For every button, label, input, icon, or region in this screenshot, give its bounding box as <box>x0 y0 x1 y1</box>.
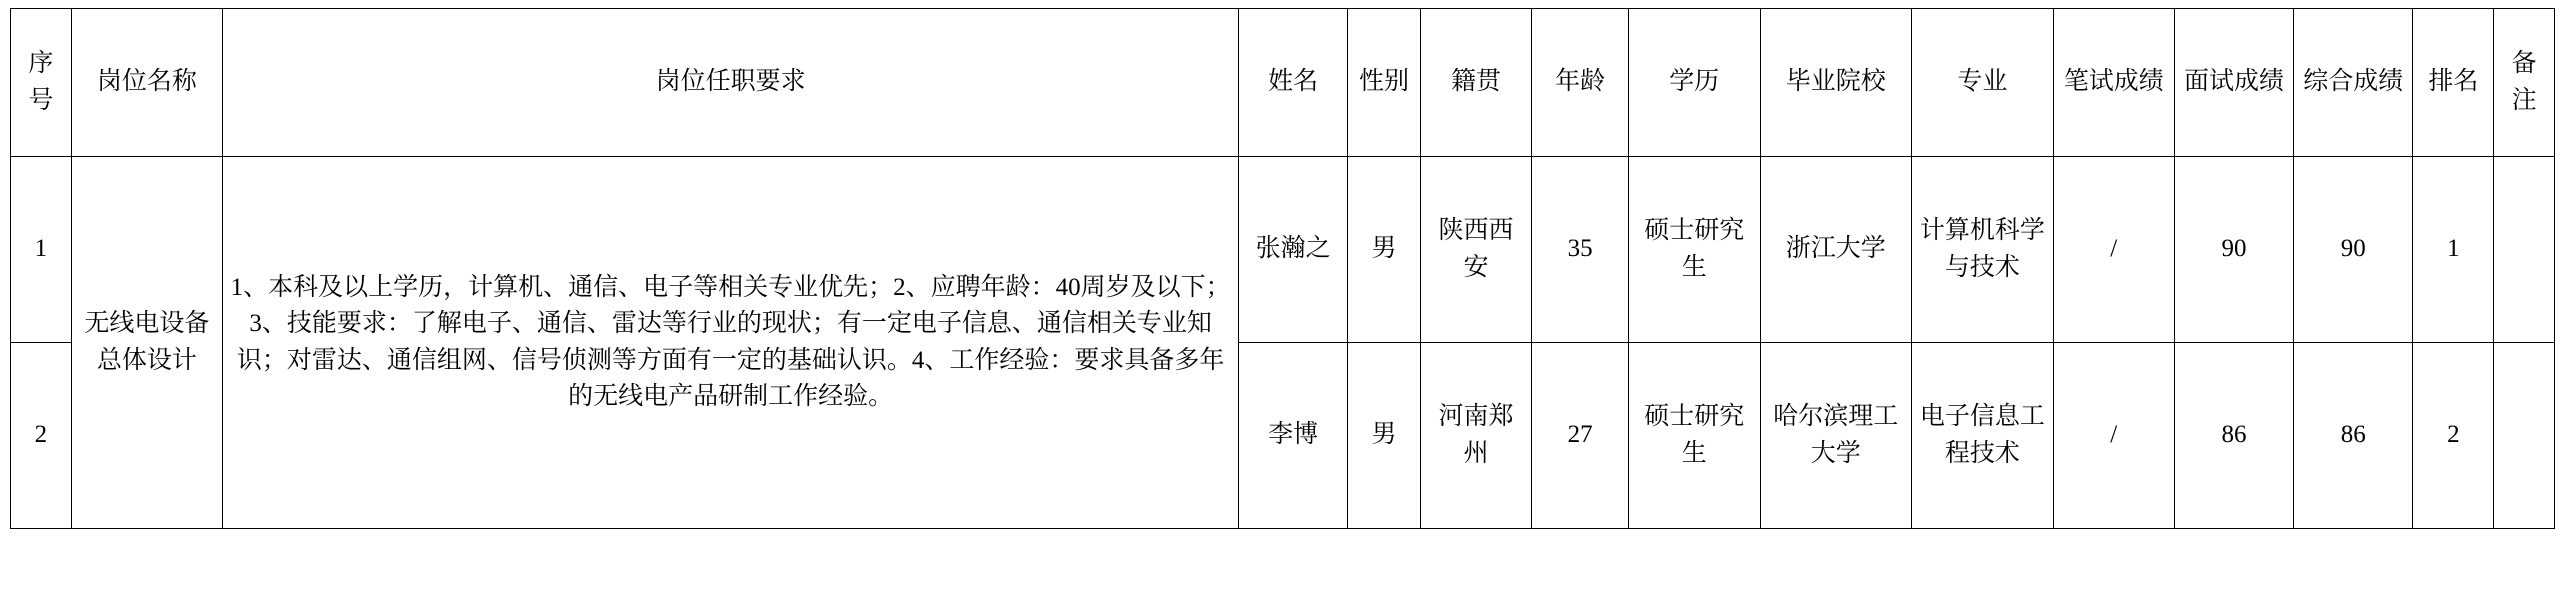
header-remark: 备注 <box>2494 9 2555 157</box>
cell-gender: 男 <box>1348 343 1421 529</box>
header-interview-score: 面试成绩 <box>2174 9 2293 157</box>
cell-written-score: / <box>2053 157 2174 343</box>
header-major: 专业 <box>1912 9 2054 157</box>
header-gender: 性别 <box>1348 9 1421 157</box>
cell-remark <box>2494 157 2555 343</box>
cell-gender: 男 <box>1348 157 1421 343</box>
cell-major: 电子信息工程技术 <box>1912 343 2054 529</box>
header-total-score: 综合成绩 <box>2294 9 2413 157</box>
cell-requirements: 1、本科及以上学历，计算机、通信、电子等相关专业优先；2、应聘年龄：40周岁及以下；3、技能要求：了解电子、通信、雷达等行业的现状；有一定电子信息、通信相关专业知识；对雷达、通信组网、信号侦测等方面有一定的基础认识。4、工作经验：要求具备多年的无线电产品研制工作经验。 <box>223 157 1239 529</box>
header-requirements: 岗位任职要求 <box>223 9 1239 157</box>
header-seq: 序号 <box>11 9 72 157</box>
cell-rank: 2 <box>2413 343 2494 529</box>
cell-native-place: 河南郑州 <box>1420 343 1531 529</box>
table-row <box>11 157 2555 343</box>
cell-name: 李博 <box>1239 343 1348 529</box>
header-school: 毕业院校 <box>1760 9 1912 157</box>
header-post-name: 岗位名称 <box>71 9 223 157</box>
cell-school: 哈尔滨理工大学 <box>1760 343 1912 529</box>
cell-seq: 1 <box>11 157 72 343</box>
header-education: 学历 <box>1629 9 1760 157</box>
cell-remark <box>2494 343 2555 529</box>
cell-seq: 2 <box>11 343 72 529</box>
header-native-place: 籍贯 <box>1420 9 1531 157</box>
cell-school: 浙江大学 <box>1760 157 1912 343</box>
cell-native-place: 陕西西安 <box>1420 157 1531 343</box>
cell-interview-score: 90 <box>2174 157 2293 343</box>
header-age: 年龄 <box>1532 9 1629 157</box>
cell-written-score: / <box>2053 343 2174 529</box>
cell-education: 硕士研究生 <box>1629 343 1760 529</box>
table-body <box>11 157 2555 529</box>
cell-age: 35 <box>1532 157 1629 343</box>
header-rank: 排名 <box>2413 9 2494 157</box>
cell-interview-score: 86 <box>2174 343 2293 529</box>
cell-rank: 1 <box>2413 157 2494 343</box>
recruitment-results-table <box>10 8 2555 529</box>
header-written-score: 笔试成绩 <box>2053 9 2174 157</box>
cell-post-name: 无线电设备总体设计 <box>71 157 223 529</box>
cell-total-score: 86 <box>2294 343 2413 529</box>
cell-total-score: 90 <box>2294 157 2413 343</box>
header-row <box>11 9 2555 157</box>
cell-major: 计算机科学与技术 <box>1912 157 2054 343</box>
table-header <box>11 9 2555 157</box>
header-name: 姓名 <box>1239 9 1348 157</box>
cell-education: 硕士研究生 <box>1629 157 1760 343</box>
cell-age: 27 <box>1532 343 1629 529</box>
cell-name: 张瀚之 <box>1239 157 1348 343</box>
